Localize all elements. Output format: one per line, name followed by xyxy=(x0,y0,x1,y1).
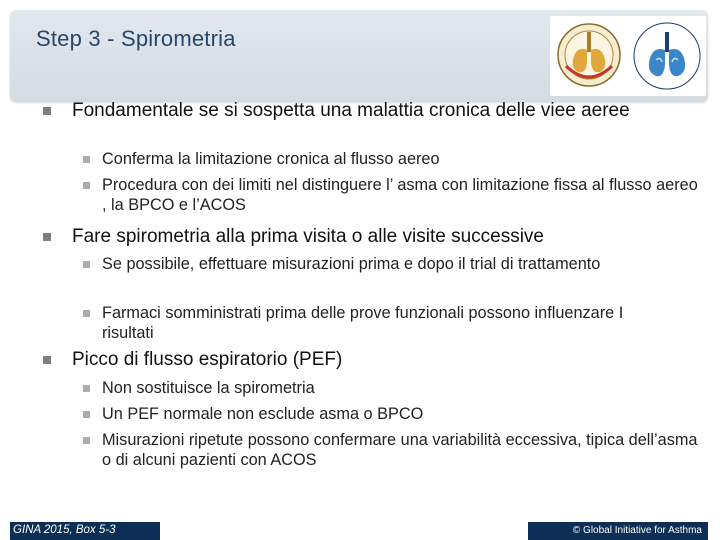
square-bullet-icon xyxy=(43,356,51,364)
square-bullet-icon xyxy=(43,233,51,241)
slide-title: Step 3 - Spirometria xyxy=(36,26,236,51)
logos-area xyxy=(550,16,706,96)
footer-copyright xyxy=(528,522,708,540)
list-item: Un PEF normale non esclude asma o BPCO xyxy=(102,405,702,425)
list-item: Procedura con dei limiti nel distinguere l’ asma con limitazione fissa al flusso aereo , la BPCO e l’ACOS xyxy=(102,176,702,215)
square-bullet-icon xyxy=(83,261,90,268)
list-item: Conferma la limitazione cronica al flusso aereo xyxy=(102,150,702,170)
list-item: Fare spirometria alla prima visita o alle visite successive xyxy=(72,226,672,248)
square-bullet-icon xyxy=(83,156,90,163)
square-bullet-icon xyxy=(83,437,90,444)
list-item: Fondamentale se si sospetta una malattia cronica delle viee aeree xyxy=(72,100,672,122)
square-bullet-icon xyxy=(83,310,90,317)
gina-lungs-logo-icon xyxy=(632,20,702,92)
footer-source-text: GINA 2015, Box 5-3 xyxy=(13,524,116,536)
list-item: Picco di flusso espiratorio (PEF) xyxy=(72,349,672,371)
square-bullet-icon xyxy=(83,411,90,418)
lungs-seal-logo-icon xyxy=(556,22,622,88)
square-bullet-icon xyxy=(83,385,90,392)
list-item: Se possibile, effettuare misurazioni prima e dopo il trial di trattamento xyxy=(102,255,662,275)
square-bullet-icon xyxy=(43,107,51,115)
footer-source xyxy=(10,522,160,540)
list-item: Non sostituisce la spirometria xyxy=(102,379,702,399)
slide-header xyxy=(10,10,708,102)
list-item: Farmaci somministrati prima delle prove funzionali possono influenzare I risultati xyxy=(102,304,662,343)
list-item: Misurazioni ripetute possono confermare una variabilità eccessiva, tipica dell’asma o di alcuni pazienti con ACOS xyxy=(102,431,702,470)
square-bullet-icon xyxy=(83,182,90,189)
footer-copyright-text: © Global Initiative for Asthma xyxy=(572,525,702,536)
